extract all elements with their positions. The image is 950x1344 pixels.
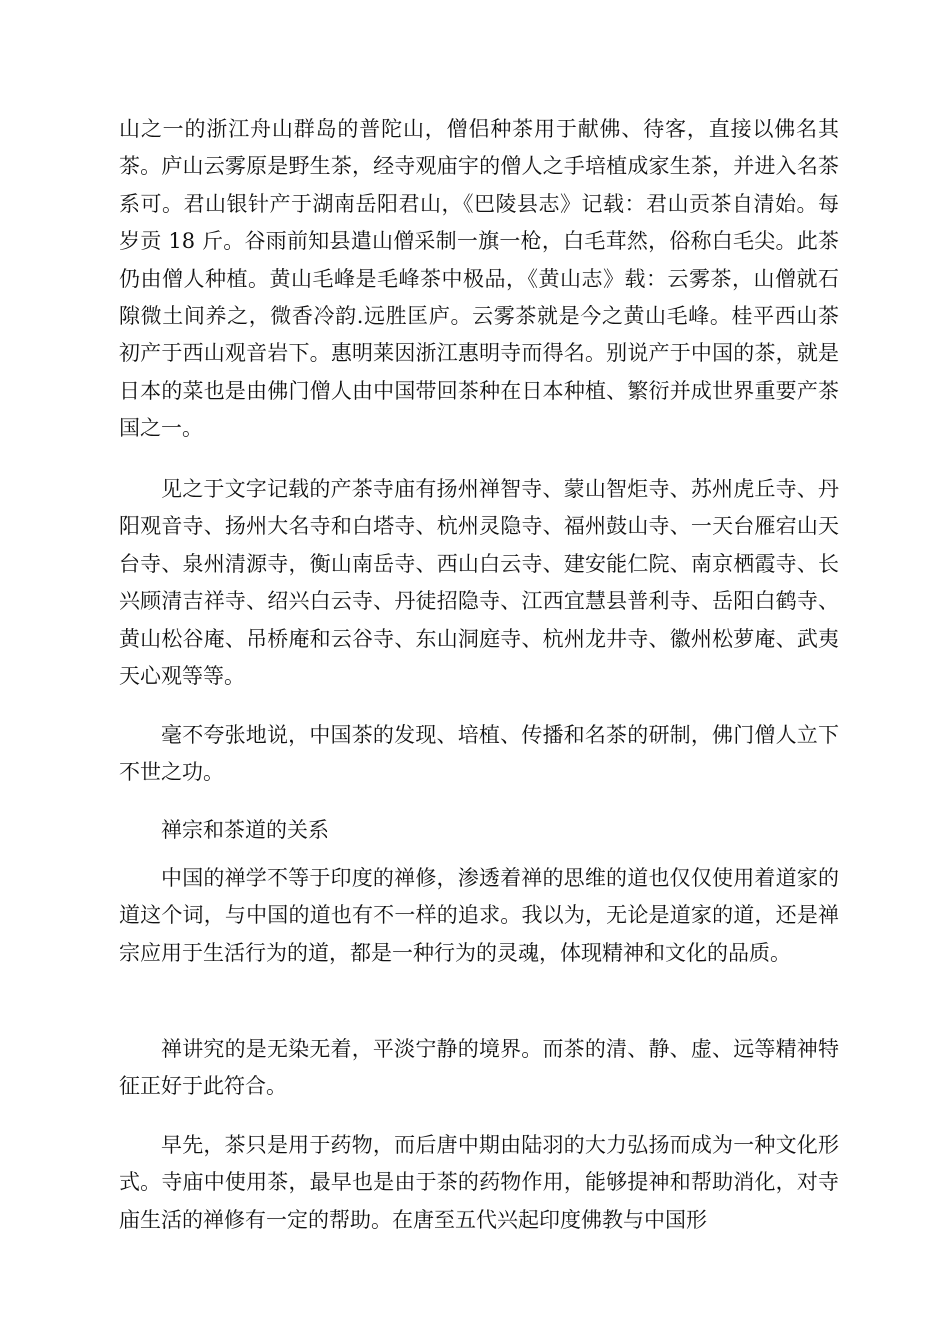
paragraph-chan-and-dao: 中国的禅学不等于印度的禅修，渗透着禅的思维的道也仅仅使用着道家的道这个词，与中国的道也有不一样的追求。我以为，无论是道家的道，还是禅宗应用于生活行为的道，都是一种行为的灵魂，体现精神和文化的品质。 bbox=[119, 866, 839, 965]
paragraph-tea-origins: 山之一的浙江舟山群岛的普陀山，僧侣种茶用于献佛、待客，直接以佛名其茶。庐山云雾原是野生茶，经寺观庙宇的僧人之手培植成家生茶，并进入名茶系可。君山银针产于湖南岳阳君山，《巴陵县志》记载：君山贡茶自清始。每岁贡 18 斤。谷雨前知县遣山僧采制一旗一枪，白毛茸然，俗称白毛尖。此茶仍由僧人种植。黄山毛峰是毛峰茶中极品，《黄山志》载：云雾茶，山僧就石隙微土间养之，微香冷韵.远胜匡庐。云雾茶就是今之黄山毛峰。桂平西山茶初产于西山观音岩下。惠明莱因浙江惠明寺而得名。别说产于中国的茶，就是日本的菜也是由佛门僧人由中国带回茶种在日本种植、繁衍并成世界重要产茶国之一。 bbox=[119, 117, 839, 441]
paragraph-tea-temples: 见之于文字记载的产茶寺庙有扬州禅智寺、蒙山智炬寺、苏州虎丘寺、丹阳观音寺、扬州大名寺和白塔寺、杭州灵隐寺、福州鼓山寺、一天台雁宕山天台寺、泉州清源寺，衡山南岳寺、西山白云寺、建安能仁院、南京栖霞寺、长兴顾清吉祥寺、绍兴白云寺、丹徒招隐寺、江西宜慧县普利寺、岳阳白鹤寺、黄山松谷庵、吊桥庵和云谷寺、东山洞庭寺、杭州龙井寺、徽州松萝庵、武夷天心观等等。 bbox=[119, 477, 839, 689]
paragraph-chan-tranquility: 禅讲究的是无染无着，平淡宁静的境界。而茶的清、静、虚、远等精神特征正好于此符合。 bbox=[119, 1037, 839, 1099]
section-heading: 禅宗和茶道的关系 bbox=[161, 818, 329, 842]
paragraph-tea-history: 早先，茶只是用于药物，而后唐中期由陆羽的大力弘扬而成为一种文化形式。寺庙中使用茶，最早也是由于茶的药物作用，能够提神和帮助消化，对寺庙生活的禅修有一定的帮助。在唐至五代兴起印度佛教与中国形 bbox=[119, 1133, 839, 1232]
paragraph-monks-contribution: 毫不夸张地说，中国茶的发现、培植、传播和名茶的研制，佛门僧人立下不世之功。 bbox=[119, 723, 839, 785]
